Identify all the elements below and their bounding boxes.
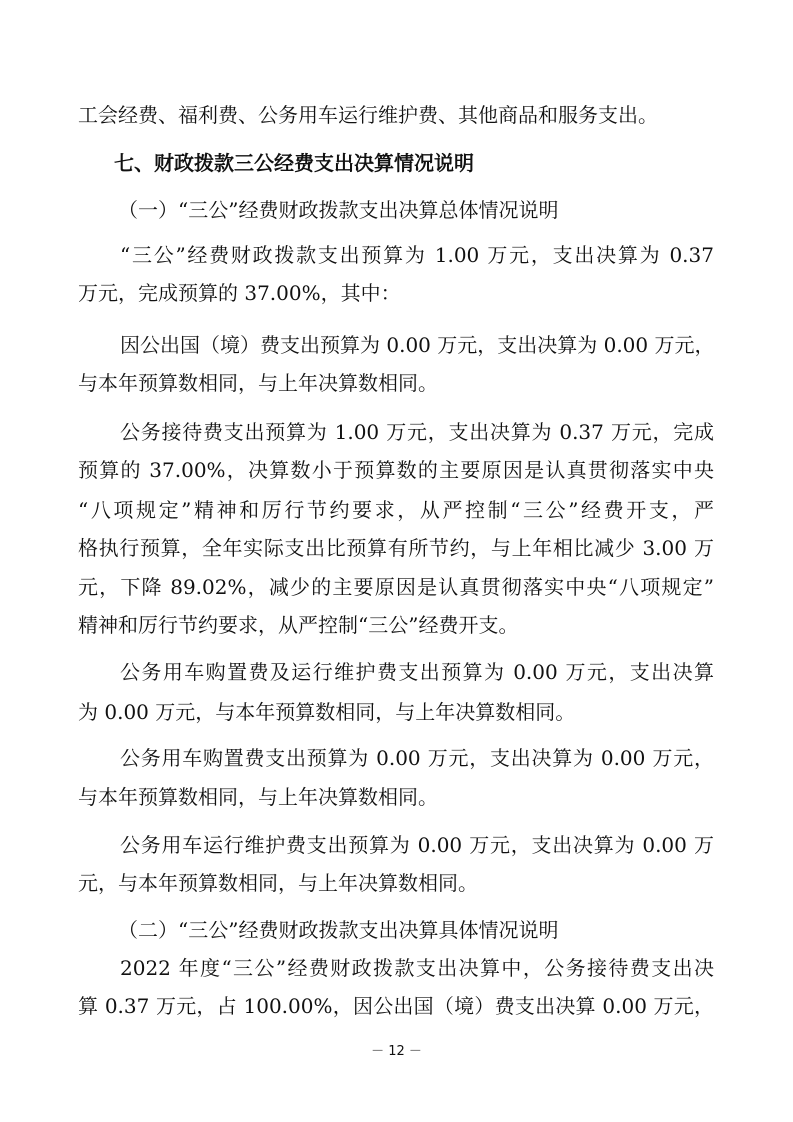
paragraph-line: 公务用车购置费及运行维护费支出预算为 0.00 万元，支出决算 [120,660,714,684]
paragraph-line: 公务用车运行维护费支出预算为 0.00 万元，支出决算为 0.00 万 [120,833,714,857]
paragraph-line: 工会经费、福利费、公务用车运行维护费、其他商品和服务支出。 [78,103,658,127]
paragraph-line: 2022 年度“三公”经费财政拨款支出决算中，公务接待费支出决 [120,956,714,980]
paragraph-line: “三公”经费财政拨款支出预算为 1.00 万元，支出决算为 0.37 [120,243,714,267]
section-heading: 七、财政拨款三公经费支出决算情况说明 [114,151,474,175]
paragraph-line: 与本年预算数相同，与上年决算数相同。 [78,785,438,809]
paragraph-line: 为 0.00 万元，与本年预算数相同，与上年决算数相同。 [78,700,576,724]
subsection-heading: （二）“三公”经费财政拨款支出决算具体情况说明 [118,918,559,942]
paragraph-line: 因公出国（境）费支出预算为 0.00 万元，支出决算为 0.00 万元， [120,333,715,357]
paragraph-line: 公务用车购置费支出预算为 0.00 万元，支出决算为 0.00 万元， [120,746,714,770]
paragraph-line: “八项规定”精神和厉行节约要求，从严控制“三公”经费开支，严 [78,498,714,522]
paragraph-line: 与本年预算数相同，与上年决算数相同。 [78,371,438,395]
page-number: － 12 － [371,1044,422,1059]
paragraph-line: 预算的 37.00%，决算数小于预算数的主要原因是认真贯彻落实中央 [78,458,714,482]
paragraph-line: 格执行预算，全年实际支出比预算有所节约，与上年相比减少 3.00 万 [78,536,714,560]
subsection-heading: （一）“三公”经费财政拨款支出决算总体情况说明 [118,198,559,222]
paragraph-line: 精神和厉行节约要求，从严控制“三公”经费开支。 [78,613,519,637]
paragraph-line: 公务接待费支出预算为 1.00 万元，支出决算为 0.37 万元，完成 [120,420,714,444]
paragraph-line: 元，下降 89.02%，减少的主要原因是认真贯彻落实中央“八项规定” [78,575,714,599]
paragraph-line: 算 0.37 万元，占 100.00%，因公出国（境）费支出决算 0.00 万元， [78,994,714,1018]
paragraph-line: 万元，完成预算的 37.00%，其中： [78,281,401,305]
paragraph-line: 元，与本年预算数相同，与上年决算数相同。 [78,871,478,895]
